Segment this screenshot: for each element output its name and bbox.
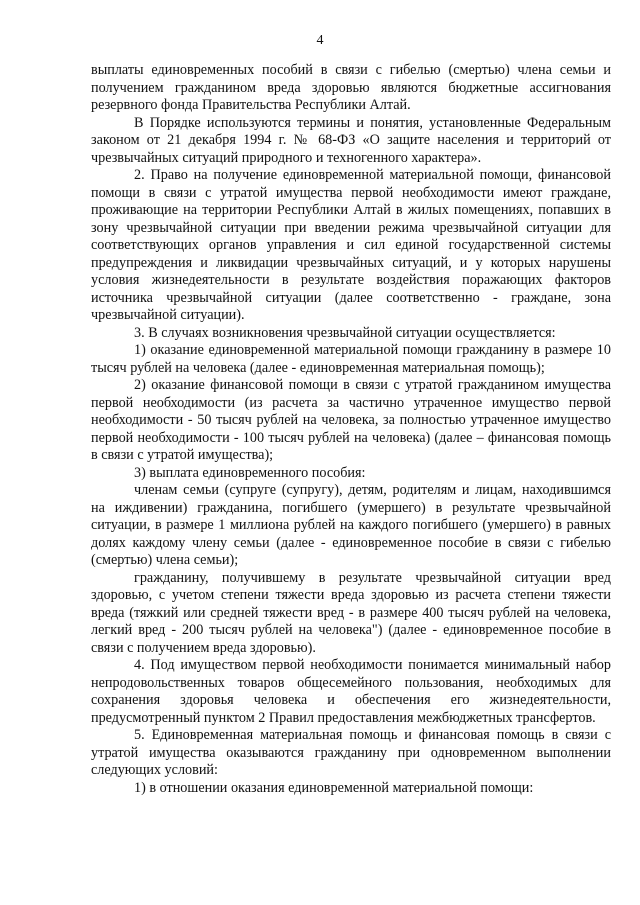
- paragraph-3-3: 3) выплата единовременного пособия:: [134, 464, 366, 481]
- paragraph-continuation: выплаты единовременных пособий в связи с гибелью (смертью) члена семьи и получением гражданином вреда здоровью являются бюджетные ассигнования резервного фонда Правительства Республики Алтай.: [91, 62, 611, 113]
- paragraph-4: 4. Под имуществом первой необходимости понимается минимальный набор непродовольственных товаров общесемейного пользования, необходимых для сохранения здоровья человека и обеспечения его жизнедеятельности, предусмотренный пунктом 2 Правил предоставления межбюджетных трансфертов.: [91, 657, 611, 726]
- paragraph-5: 5. Единовременная материальная помощь и финансовая помощь в связи с утратой имущества оказываются гражданину при одновременном выполнении следующих условий:: [91, 727, 611, 778]
- paragraph-terms: В Порядке используются термины и понятия, установленные Федеральным законом от 21 декабря 1994 г. № 68-ФЗ «О защите населения и территорий от чрезвычайных ситуаций природного и техногенного характера».: [91, 114, 611, 166]
- paragraph-2: 2. Право на получение единовременной материальной помощи, финансовой помощи в связи с утратой имущества первой необходимости имеют граждане, проживающие на территории Республики Алтай в жилых помещениях, попавших в зону чрезвычайной ситуации при введении режима чрезвычайной ситуации для соответствующих органов управления и сил единой государственной системы предупреждения и ликвидации чрезвычайных ситуаций, и у которых нарушены условия жизнедеятельности в результате воздействия поражающих факторов источника чрезвычайной ситуации (далее соответственно - граждане, зона чрезвычайной ситуации).: [91, 167, 611, 323]
- paragraph-family-members: членам семьи (супруге (супругу), детям, родителям и лицам, находившимся на иждивении) гражданина, погибшего (умершего) в результате чрезвычайной ситуации, в размере 1 миллиона рублей на каждого погибшего (умершего) в равных долях каждому члену семьи (далее - единовременное пособие в связи с гибелью (смертью) члена семьи);: [91, 482, 611, 568]
- page-number: 4: [316, 33, 324, 48]
- document-body: [91, 62, 611, 797]
- paragraph-3-2: 2) оказание финансовой помощи в связи с утратой гражданином имущества первой необходимости (из расчета за частично утраченное имущество первой необходимости - 50 тысяч рублей на человека, за полностью утраченное имущество первой необходимости - 100 тысяч рублей на человека) (далее – финансовая помощь в связи с утратой имущества);: [91, 377, 611, 463]
- paragraph-3-1: 1) оказание единовременной материальной помощи гражданину в размере 10 тысяч рублей на человека (далее - единовременная материальная помощь);: [91, 342, 611, 376]
- paragraph-health-harm: гражданину, получившему в результате чрезвычайной ситуации вред здоровью, с учетом степени тяжести вреда здоровью из расчета степени тяжести вреда (тяжкий или средней тяжести вред - в размере 400 тысяч рублей на человека, легкий вред - 200 тысяч рублей на человека") (далее - единовременное пособие в связи с получением вреда здоровью).: [91, 569, 611, 656]
- paragraph-3: 3. В случаях возникновения чрезвычайной ситуации осуществляется:: [134, 324, 556, 341]
- paragraph-5-1: 1) в отношении оказания единовременной материальной помощи:: [134, 779, 534, 796]
